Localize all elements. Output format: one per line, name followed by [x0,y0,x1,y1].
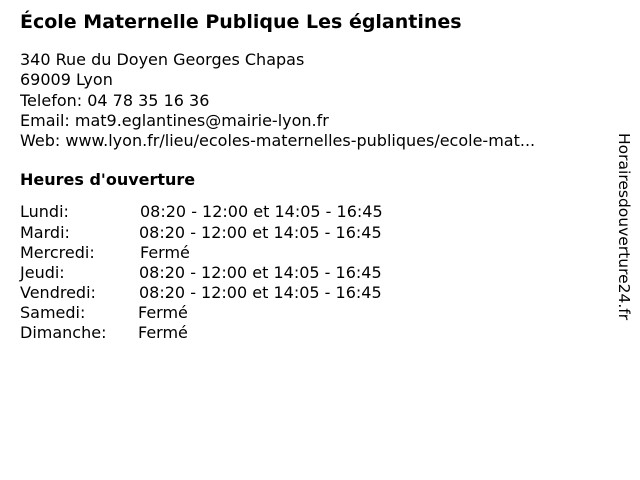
day-hours: 08:20 - 12:00 et 14:05 - 16:45 [139,282,382,302]
hours-row-wednesday [20,243,605,263]
day-label: Vendredi: [20,282,96,302]
hours-row-sunday [20,323,605,343]
school-info-card [20,8,605,343]
address-city: 69009 Lyon [20,70,113,90]
opening-hours-list [20,202,605,343]
day-label: Mercredi: [20,242,95,262]
opening-hours-heading: Heures d'ouverture [20,170,196,190]
day-hours: Fermé [138,323,188,343]
day-label: Dimanche: [20,323,107,343]
day-hours: 08:20 - 12:00 et 14:05 - 16:45 [139,262,382,282]
hours-row-friday [20,283,605,303]
day-label: Mardi: [20,222,70,242]
hours-row-saturday [20,303,605,323]
day-hours: 08:20 - 12:00 et 14:05 - 16:45 [140,202,383,222]
address-street: 340 Rue du Doyen Georges Chapas [20,50,305,69]
hours-row-tuesday [20,223,605,243]
day-hours: 08:20 - 12:00 et 14:05 - 16:45 [139,222,382,242]
day-label: Lundi: [20,202,69,222]
hours-row-thursday [20,263,605,283]
day-hours: Fermé [138,302,188,322]
contact-block [20,50,605,151]
phone-number: Telefon: 04 78 35 16 36 [20,90,210,110]
site-brand-vertical: Horairesdouverture24.fr [615,133,633,321]
day-hours: Fermé [140,242,190,262]
day-label: Jeudi: [20,262,65,282]
school-title: École Maternelle Publique Les églantines [20,11,462,33]
hours-row-monday [20,202,605,222]
day-label: Samedi: [20,302,86,322]
website-url: Web: www.lyon.fr/lieu/ecoles-maternelles-publiques/ecole-mat... [20,131,536,151]
email-address: Email: mat9.eglantines@mairie-lyon.fr [20,110,329,130]
